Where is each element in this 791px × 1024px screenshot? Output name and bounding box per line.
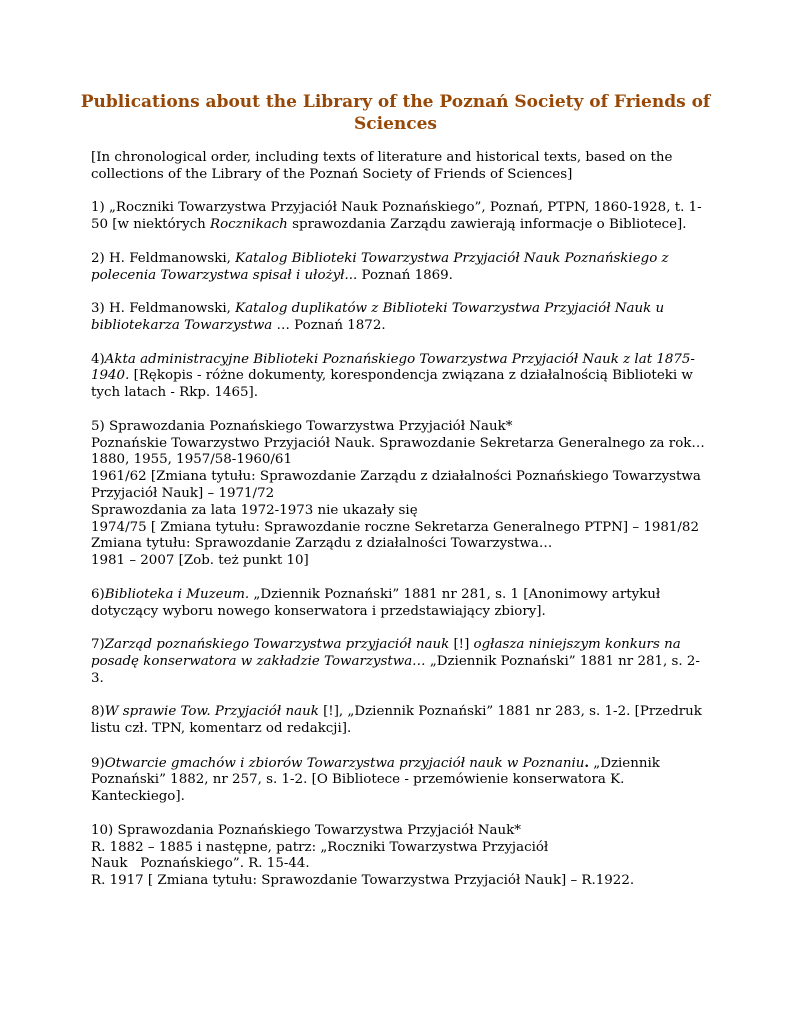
entry-9-dot: . (584, 754, 590, 771)
entry-3 (91, 301, 711, 335)
entry-5-line-2: Poznańskie Towarzystwo Przyjaciół Nauk. Sprawozdanie Sekretarza Generalnego za rok… (91, 435, 705, 451)
entry-5-line-5: Sprawozdania za lata 1972-1973 nie ukazały się (91, 502, 418, 518)
entry-7 (91, 637, 711, 687)
entry-8 (91, 704, 711, 738)
entry-5-line-8: 1981 – 2007 [Zob. też punkt 10] (91, 553, 309, 569)
entry-10-line-4: R. 1917 [ Zmiana tytułu: Sprawozdanie Towarzystwa Przyjaciół Nauk] – R.1922. (91, 873, 635, 889)
entry-2-title: Katalog Biblioteki Towarzystwa Przyjaciół Nauk Poznańskiego z polecenia Towarzystwa spisał i ułożył... (91, 250, 669, 283)
entry-2 (91, 251, 711, 285)
entry-8-source: [!], „Dziennik Poznański” 1881 nr 283, s. 1-2. [Przedruk listu czł. TPN, komentarz od redakcji]. (91, 704, 702, 737)
entry-4-note: [Rękopis - różne dokumenty, korespondencja związana z działalnością Biblioteki w tych latach - Rkp. 1465]. (91, 368, 693, 401)
intro-paragraph: [In chronological order, including texts of literature and historical texts, based on the collections of the Library of the Poznań Society of Friends of Sciences] (91, 150, 673, 182)
entry-7-source: „Dziennik Poznański” 1881 nr 281, s. 2-3. (91, 653, 700, 686)
entry-6-number: 6) (91, 586, 105, 602)
entry-3-title: Katalog duplikatów z Biblioteki Towarzystwa Przyjaciół Nauk u bibliotekarza Towarzystwa (91, 301, 665, 333)
entry-9-title: Otwarcie gmachów i zbiorów Towarzystwa przyjaciół nauk w Poznaniu (104, 755, 585, 771)
entry-5-line-1: 5) Sprawozdania Poznańskiego Towarzystwa Przyjaciół Nauk* (91, 418, 513, 434)
entry-4-title: Akta administracyjne Biblioteki Poznańskiego Towarzystwa Przyjaciół Nauk z lat 1875-1940. (91, 351, 695, 384)
entry-6-source: „Dziennik Poznański” 1881 nr 281, s. 1 [Anonimowy artykuł dotyczący wyboru nowego konserwatora i przedstawiający zbiory]. (91, 586, 661, 619)
entry-5 (91, 419, 711, 570)
entry-3-author: 3) H. Feldmanowski, (91, 301, 236, 317)
entry-10 (91, 823, 711, 890)
entry-5-line-7: Zmiana tytułu: Sprawozdanie Zarządu z działalności Towarzystwa… (91, 536, 553, 552)
entry-10-line-3: Nauk Poznańskiego”. R. 15-44. (91, 856, 310, 872)
entry-6-title: Biblioteka i Muzeum. (104, 586, 250, 602)
entry-1-rest: sprawozdania Zarządu zawierają informacje o Bibliotece]. (287, 217, 687, 233)
entry-10-line-1: 10) Sprawozdania Poznańskiego Towarzystwa Przyjaciół Nauk* (91, 822, 521, 838)
entry-2-place: Poznań 1869. (357, 267, 453, 283)
entry-1-text: 1) „Roczniki Towarzystwa Przyjaciół Nauk Poznańskiego”, Poznań, PTPN, 1860-1928, t. 1-50 [w niektórych (91, 200, 702, 233)
entry-9 (91, 755, 711, 806)
entry-8-number: 8) (91, 704, 105, 720)
entry-1 (91, 200, 711, 234)
entry-4 (91, 352, 711, 402)
entry-5-line-4: 1961/62 [Zmiana tytułu: Sprawozdanie Zarządu z działalności Poznańskiego Towarzystwa Przyjaciół Nauk] – 1971/72 (91, 469, 701, 501)
entry-5-line-6: 1974/75 [ Zmiana tytułu: Sprawozdanie roczne Sekretarza Generalnego PTPN] – 1981/82 (91, 519, 699, 535)
entry-2-author: 2) H. Feldmanowski, (91, 250, 236, 266)
entry-5-line-3: 1880, 1955, 1957/58-1960/61 (91, 452, 292, 468)
entry-4-number: 4) (91, 351, 105, 367)
entry-9-source: „Dziennik Poznański” 1882, nr 257, s. 1-2. [O Bibliotece - przemówienie konserwatora K. Kanteckiego]. (91, 755, 660, 805)
entry-7-number: 7) (91, 637, 105, 653)
entry-3-place: … Poznań 1872. (272, 317, 386, 333)
entry-7-mark: [!] (449, 637, 474, 653)
document-body (91, 150, 711, 907)
entry-7-title: Zarząd poznańskiego Towarzystwa przyjaciół nauk (104, 637, 450, 653)
entry-6 (91, 587, 711, 621)
entry-9-number: 9) (91, 755, 105, 771)
entry-10-line-2: R. 1882 – 1885 i następne, patrz: „Roczniki Towarzystwa Przyjaciół (91, 839, 549, 855)
document-title: Publications about the Library of the Poznań Society of Friends of Sciences (80, 92, 711, 134)
entry-7-title-cont: ogłasza niniejszym konkurs na posadę konserwatora w zakładzie Towarzystwa… (91, 637, 681, 669)
entry-1-italic: Rocznikach (209, 217, 288, 233)
entry-8-title: W sprawie Tow. Przyjaciół nauk (104, 704, 319, 720)
